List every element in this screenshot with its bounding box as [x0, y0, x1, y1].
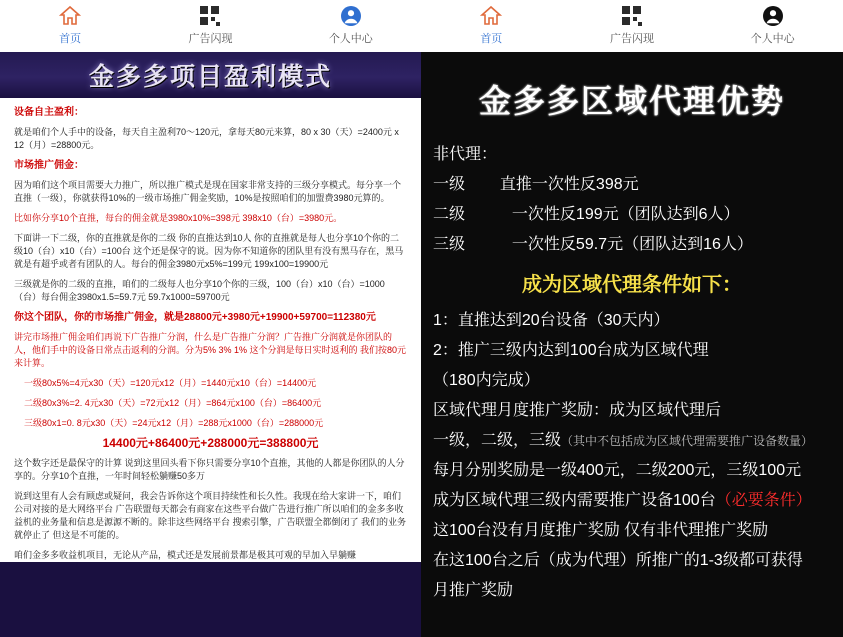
tier-level-2: 二级	[433, 206, 466, 223]
tab-home-left[interactable]	[0, 2, 140, 45]
reward-3: 每月分别奖励是一级400元，二级200元，三级100元	[433, 462, 802, 479]
reward-6: 在这100台之后（成为代理）所推广的1-3级都可获得	[433, 552, 803, 569]
right-document	[421, 52, 843, 637]
right-non-agent-heading: 非代理：	[433, 146, 498, 163]
reward-1: 区域代理月度推广奖励：成为区域代理后	[433, 402, 722, 419]
tab-home-left-label: 首页	[59, 33, 82, 45]
left-text-5-0: 这个数字还是最保守的计算 说到这里回头看下你只需要分享10个直推，其他的人都是你团队的人分享的。分享10个直推，一年时间轻松躺赚50多万	[14, 458, 405, 481]
reward-2	[433, 426, 831, 456]
tab-ads-left[interactable]	[140, 2, 280, 45]
tab-profile-right[interactable]	[702, 2, 843, 45]
right-section-title: 成为区域代理条件如下：	[522, 274, 742, 296]
left-text-0-0: 就是咱们个人手中的设备，每天自主盈利70～120元，拿每天80元来算，80 x 30（天）=2400元 x 12（月）=28800元。	[14, 127, 399, 150]
left-text-5-1: 说到这里有人会有顾虑或疑问，我会告诉你这个项目持续性和长久性。我现在给大家讲一下，咱们公司对接的是大网络平台 广告联盟每天都会有商家在这些平台做广告进行推广所以咱们的金多多收益机的业务量和信息是源源不断的。除非这些网络平台 搜索引擎，广告联盟全都倒闭了 我们的业务就停止了 但这是不可能的。	[14, 491, 407, 540]
tier-text-1: 直推一次性反398元	[499, 176, 639, 193]
grid-icon	[620, 2, 644, 30]
tab-profile-left-label: 个人中心	[328, 33, 373, 45]
left-heading-3: 你这个团队，你的市场推广佣金，就是28800元+3980元+19900+59700=112380元	[14, 312, 376, 323]
left-banner-title: 金多多项目盈利模式	[88, 62, 332, 91]
tier-text-2: 一次性反199元（团队达到6人）	[511, 206, 740, 223]
tab-home-right-label: 首页	[480, 33, 503, 45]
right-screen	[421, 0, 843, 637]
user-circle-icon	[761, 2, 785, 30]
tab-home-right[interactable]	[421, 2, 562, 45]
tier-row-3	[433, 230, 831, 260]
tier-level-1: 一级	[433, 176, 466, 193]
tab-ads-right-label: 广告闪现	[609, 33, 654, 45]
left-text-4-1: 一级80x5%=4元x30（天）=120元x12（月）=1440元x10（台）=14400元	[24, 378, 317, 388]
right-title: 金多多区域代理优势	[478, 82, 785, 120]
reward-5: 这100台没有月度推广奖励 仅有非代理推广奖励	[433, 522, 769, 539]
left-document	[0, 52, 421, 637]
tab-ads-left-label: 广告闪现	[188, 33, 233, 45]
condition-1: 1：直推达到20台设备（30天内）	[433, 312, 670, 329]
condition-3: （180内完成）	[433, 372, 540, 389]
tier-row-1	[433, 170, 831, 200]
reward-2-main: 一级，二级，三级	[433, 432, 562, 449]
reward-7: 月推广奖励	[433, 582, 514, 599]
left-heading-0: 设备自主盈利：	[14, 107, 84, 118]
tier-level-3: 三级	[433, 236, 466, 253]
left-tabbar	[0, 0, 421, 52]
reward-4-red: （必要条件）	[715, 492, 812, 509]
left-text-1-1: 比如你分享10个直推，每台的佣金就是3980x10%=398元 398x10（台）=3980元。	[14, 213, 343, 223]
condition-2: 2：推广三级内达到100台成为区域代理	[433, 342, 709, 359]
left-text-2-0: 下面讲一下二级，你的直推就是你的二级 你的直推达到10人 你的直推就是每人也分享10个你的二级10（台）x10（台）=100台 这个还是保守的说。因为你不知道你的团队里有没有黑马存在，黑马就是有超乎或者有团队的人。每台的佣金3980元x5%=199元 199x100=19900元	[14, 233, 404, 269]
user-circle-icon	[339, 2, 363, 30]
reward-4-main: 成为区域代理三级内需要推广设备100台	[433, 492, 716, 509]
tab-ads-right[interactable]	[562, 2, 703, 45]
left-heading-1: 市场推广佣金：	[14, 160, 84, 171]
reward-4	[433, 486, 831, 516]
left-text-4-0: 讲完市场推广佣金咱们再说下广告推广分润，什么是广告推广分润？广告推广分润就是你团队的人，他们手中的设备日常点击返利的分润。分为5% 3% 1% 这个分润是每日实时返利的 我们按80元来计算。	[14, 332, 407, 368]
left-body	[0, 98, 421, 562]
left-screen	[0, 0, 421, 637]
tier-text-3: 一次性反59.7元（团队达到16人）	[511, 236, 753, 253]
tab-profile-left[interactable]	[281, 2, 421, 45]
grid-icon	[198, 2, 222, 30]
left-text-4-2: 二级80x3%=2. 4元x30（天）=72元x12（月）=864元x100（台）=86400元	[24, 398, 322, 408]
left-text-2-1: 三级就是你的二级的直推，咱们的二级每人也分享10个你的三级，100（台）x10（台）=1000（台）每台佣金3980x1.5=59.7元 59.7x1000=59700元	[14, 279, 385, 302]
left-banner	[0, 52, 421, 98]
reward-2-note: （其中不包括成为区域代理需要推广设备数量）	[561, 434, 814, 448]
home-icon	[58, 2, 82, 30]
home-icon	[479, 2, 503, 30]
tier-row-2	[433, 200, 831, 230]
left-text-4-3: 三级80x1=0. 8元x30（天）=24元x12（月）=288元x1000（台）=288000元	[24, 418, 324, 428]
left-text-1-0: 因为咱们这个项目需要大力推广，所以推广模式是现在国家非常支持的三级分享模式。每分享一个直推（一级），你就获得10%的一级市场推广佣金奖励，10%是按照咱们的加盟费3980元算的。	[14, 180, 402, 203]
right-tabbar	[421, 0, 843, 52]
left-text-5-2: 咱们金多多收益机项目，无论从产品，模式还是发展前景都是极其可观的早加入早躺赚	[14, 550, 357, 560]
tab-profile-right-label: 个人中心	[750, 33, 795, 45]
left-center-total: 14400元+86400元+288000元=388800元	[102, 436, 319, 450]
